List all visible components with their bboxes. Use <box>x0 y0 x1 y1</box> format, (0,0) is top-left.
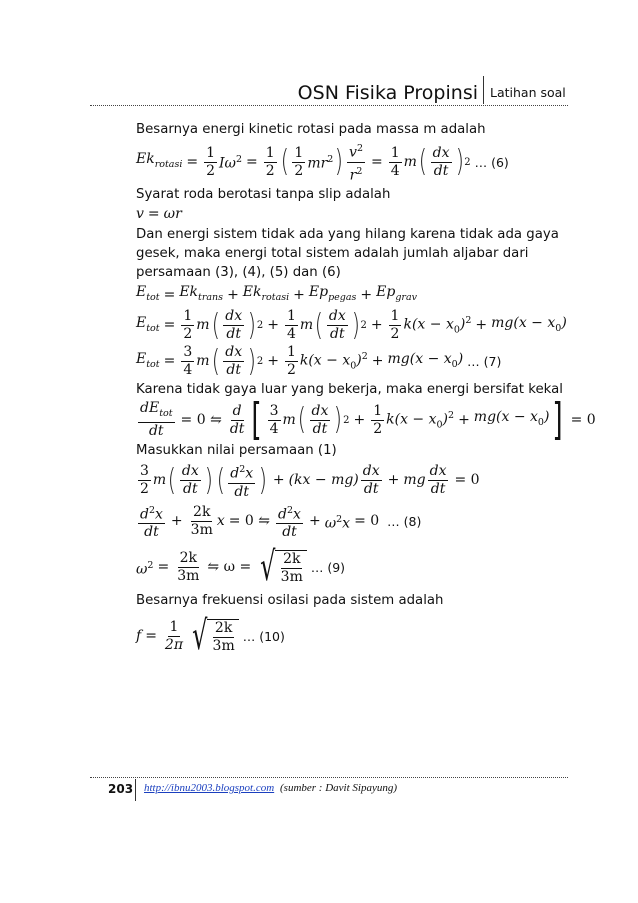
header-separator <box>483 76 484 104</box>
equation-derivative: $\frac{3}{2}$ m ( $\frac{dx}{dt}$ ) ( $\frac{d^2x}{dt}$ ) + (kx − mg) $\frac{dx}{dt}$ + mg $\frac{dx}{dt}$ = 0 <box>140 462 480 500</box>
footer-rule <box>90 777 568 778</box>
paragraph: Masukkan nilai persamaan (1) <box>136 443 337 459</box>
paragraph: Syarat roda berotasi tanpa slip adalah <box>136 187 391 203</box>
equation-9: $\omega^2$ = $\frac{2k}{3m}$ ⇋ ω = √ $\frac{2k}{3m}$ … (9) <box>136 544 346 591</box>
equation-7: $E_{tot}$ = $\frac{3}{4}$ m ( $\frac{dx}{dt}$ ) 2 + $\frac{1}{2}$ $k(x - x_0)^2$ + $mg(x - x_0)$ … (7) <box>136 343 502 379</box>
equation-number: … (8) <box>387 514 422 530</box>
paragraph: Karena tidak gaya luar yang bekerja, maka energi bersifat kekal <box>136 382 563 398</box>
footer-separator <box>135 779 136 801</box>
page-number: 203 <box>108 782 134 796</box>
paragraph: Dan energi sistem tidak ada yang hilang karena tidak ada gaya gesek, maka energi total sistem adalah jumlah aljabar dari persamaan (3), (4), (5) dan (6) <box>136 227 559 281</box>
equation-8: $\frac{d^2x}{dt}$ + $\frac{2k}{3m}$ x = 0 ⇋ $\frac{d^2x}{dt}$ + $\omega^2x$ = 0 … (8) <box>136 502 566 542</box>
equation-energy-expanded: $E_{tot}$ = $\frac{1}{2}$ m ( $\frac{dx}{dt}$ ) 2 + $\frac{1}{4}$ m ( $\frac{dx}{dt}$ ) 2 + $\frac{1}{2}$ $k(x - x_0)^2$ + $mg(x - x_0)$ <box>136 307 567 343</box>
header-tag: Latihan soal <box>490 85 566 100</box>
header-title: OSN Fisika Propinsi <box>297 82 478 104</box>
equation-6: $Ek_{rotasi}$ = $\frac{1}{2}$ $I\omega^2$ = $\frac{1}{2}$ ( $\frac{1}{2}$ $mr^2$ ) $\frac{v^2}{r^2}$ = $\frac{1}{4}$ m ( $\frac{dx}{dt}$ ) 2 … (6) <box>136 140 566 184</box>
footer-link[interactable]: http://ibnu2003.blogspot.com <box>144 782 275 794</box>
equation-number: … (6) <box>474 154 509 170</box>
header-rule <box>90 105 568 106</box>
equation-number: … (10) <box>242 628 285 644</box>
sqrt-symbol: √ $\frac{2k}{3m}$ <box>187 616 239 656</box>
equation-conservation: $\frac{dE_{tot}}{dt}$ = 0 ⇋ $\frac{d}{dt}$ [ $\frac{3}{4}$ m ( $\frac{dx}{dt}$ ) 2 + $\frac{1}{2}$ $k(x - x_0)^2$ + $mg(x - x_0)$ ] = 0 <box>140 394 596 446</box>
equation-energy-sum: $E_{tot}$ = $Ek_{trans}$ + $Ek_{rotasi}$ + $Ep_{pegas}$ + $Ep_{grav}$ <box>136 284 417 304</box>
sqrt-symbol: √ $\frac{2k}{3m}$ <box>255 547 307 587</box>
equation-number: … (7) <box>467 354 502 370</box>
footer-source: (sumber : Davit Sipayung) <box>280 782 398 794</box>
document-body <box>136 120 596 660</box>
paragraph: Besarnya frekuensi osilasi pada sistem adalah <box>136 593 444 609</box>
paragraph: Besarnya energi kinetic rotasi pada massa m adalah <box>136 122 486 137</box>
equation-no-slip: v = ωr <box>136 206 182 223</box>
equation-10: f = $\frac{1}{2\pi}$ √ $\frac{2k}{3m}$ … (10) <box>136 613 285 660</box>
equation-number: … (9) <box>310 559 346 575</box>
